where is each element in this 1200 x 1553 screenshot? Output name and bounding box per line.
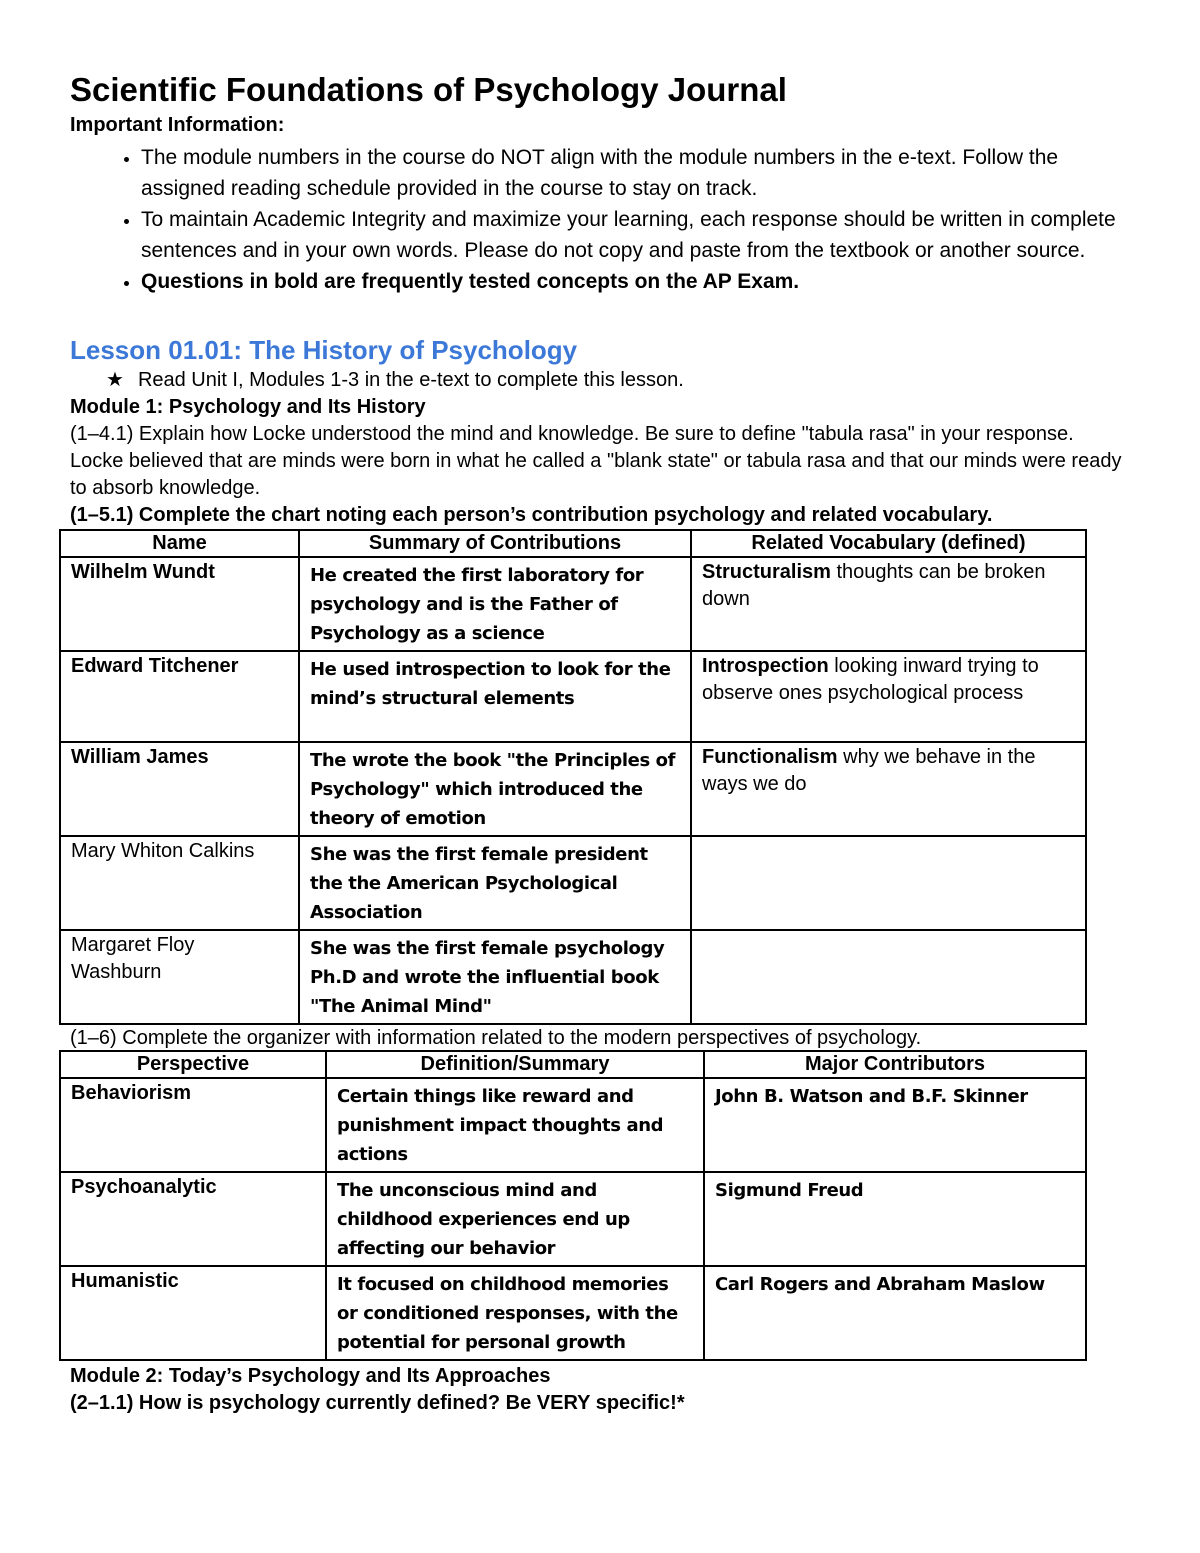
perspective-contributors[interactable]: Carl Rogers and Abraham Maslow [704,1266,1086,1360]
module-2-heading: Module 2: Today’s Psychology and Its Approaches [70,1365,551,1387]
module-1-heading: Module 1: Psychology and Its History [70,396,426,418]
vocab-definition: looking inward trying to observe ones psychological process [702,655,1039,704]
question-1-4-1: (1–4.1) Explain how Locke understood the mind and knowledge. Be sure to define "tabula rasa" in your response. [70,423,1074,445]
star-icon: ★ [106,369,124,391]
perspectives-table [59,1050,1087,1361]
question-2-1-1: (2–1.1) How is psychology currently defined? Be VERY specific!* [70,1392,685,1414]
contributions-table [59,529,1087,1025]
table-row [60,651,1086,742]
reading-text: Read Unit I, Modules 1-3 in the e-text to complete this lesson. [137,369,684,391]
question-1-5-1: (1–5.1) Complete the chart noting each person’s contribution psychology and related vocabulary. [70,504,993,526]
vocabulary-cell-empty[interactable] [691,930,1086,1024]
column-header: Related Vocabulary (defined) [691,530,1086,557]
vocabulary-cell[interactable] [691,651,1086,742]
vocab-term: Introspection [702,655,829,677]
lesson-title: Lesson 01.01: The History of Psychology [70,335,578,365]
perspective-summary[interactable]: The unconscious mind and childhood experiences end up affecting our behavior [326,1172,704,1266]
table-row [60,557,1086,651]
contribution-summary[interactable]: She was the first female psychology Ph.D and wrote the influential book "The Animal Mind" [299,930,691,1024]
column-header: Definition/Summary [326,1051,704,1078]
vocab-term: Functionalism [702,746,838,768]
reading-instruction [106,367,1130,394]
table-row [60,1172,1086,1266]
table-row [60,930,1086,1024]
important-info-heading: Important Information: [70,114,285,136]
perspective-summary[interactable]: Certain things like reward and punishment impact thoughts and actions [326,1078,704,1172]
contribution-summary[interactable]: He created the first laboratory for psychology and is the Father of Psychology as a science [299,557,691,651]
important-notes-list [70,142,1130,297]
person-name: Margaret Floy Washburn [60,930,299,1024]
contribution-summary[interactable]: The wrote the book "the Principles of Psychology" which introduced the theory of emotion [299,742,691,836]
perspective-name: Humanistic [60,1266,326,1360]
vocabulary-cell[interactable] [691,742,1086,836]
perspective-summary[interactable]: It focused on childhood memories or conditioned responses, with the potential for personal growth [326,1266,704,1360]
perspective-contributors[interactable]: John B. Watson and B.F. Skinner [704,1078,1086,1172]
table-row [60,742,1086,836]
table-row [60,836,1086,930]
vocab-term: Structuralism [702,561,831,583]
perspective-name: Behaviorism [60,1078,326,1172]
column-header: Major Contributors [704,1051,1086,1078]
note-item-bold: • Questions in bold are frequently tested concepts on the AP Exam. [141,266,1130,297]
vocab-definition: thoughts can be broken down [702,561,1046,610]
contribution-summary[interactable]: She was the first female president the the American Psychological Association [299,836,691,930]
contribution-summary[interactable]: He used introspection to look for the mind’s structural elements [299,651,691,742]
vocab-definition: why we behave in the ways we do [702,746,1036,795]
vocabulary-cell-empty[interactable] [691,836,1086,930]
table-header-row [60,1051,1086,1078]
table-row [60,1078,1086,1172]
note-item: • To maintain Academic Integrity and maximize your learning, each response should be written in complete sentences and in your own words. Please do not copy and paste from the textbook or another source. [141,204,1130,266]
person-name: Edward Titchener [60,651,299,742]
document-title: Scientific Foundations of Psychology Journal [70,71,787,108]
column-header: Name [60,530,299,557]
vocabulary-cell[interactable] [691,557,1086,651]
person-name: Mary Whiton Calkins [60,836,299,930]
perspective-name: Psychoanalytic [60,1172,326,1266]
person-name: Wilhelm Wundt [60,557,299,651]
document-page [70,68,1130,1417]
person-name: William James [60,742,299,836]
table-header-row [60,530,1086,557]
note-item: • The module numbers in the course do NOT align with the module numbers in the e-text. Follow the assigned reading schedule provided in the course to stay on track. [141,142,1130,204]
answer-1-4-1: Locke believed that are minds were born in what he called a "blank state" or tabula rasa and that our minds were ready to absorb knowledge. [70,450,1122,499]
table-row [60,1266,1086,1360]
column-header: Summary of Contributions [299,530,691,557]
perspective-contributors[interactable]: Sigmund Freud [704,1172,1086,1266]
question-1-6: (1–6) Complete the organizer with information related to the modern perspectives of psychology. [70,1027,922,1049]
column-header: Perspective [60,1051,326,1078]
